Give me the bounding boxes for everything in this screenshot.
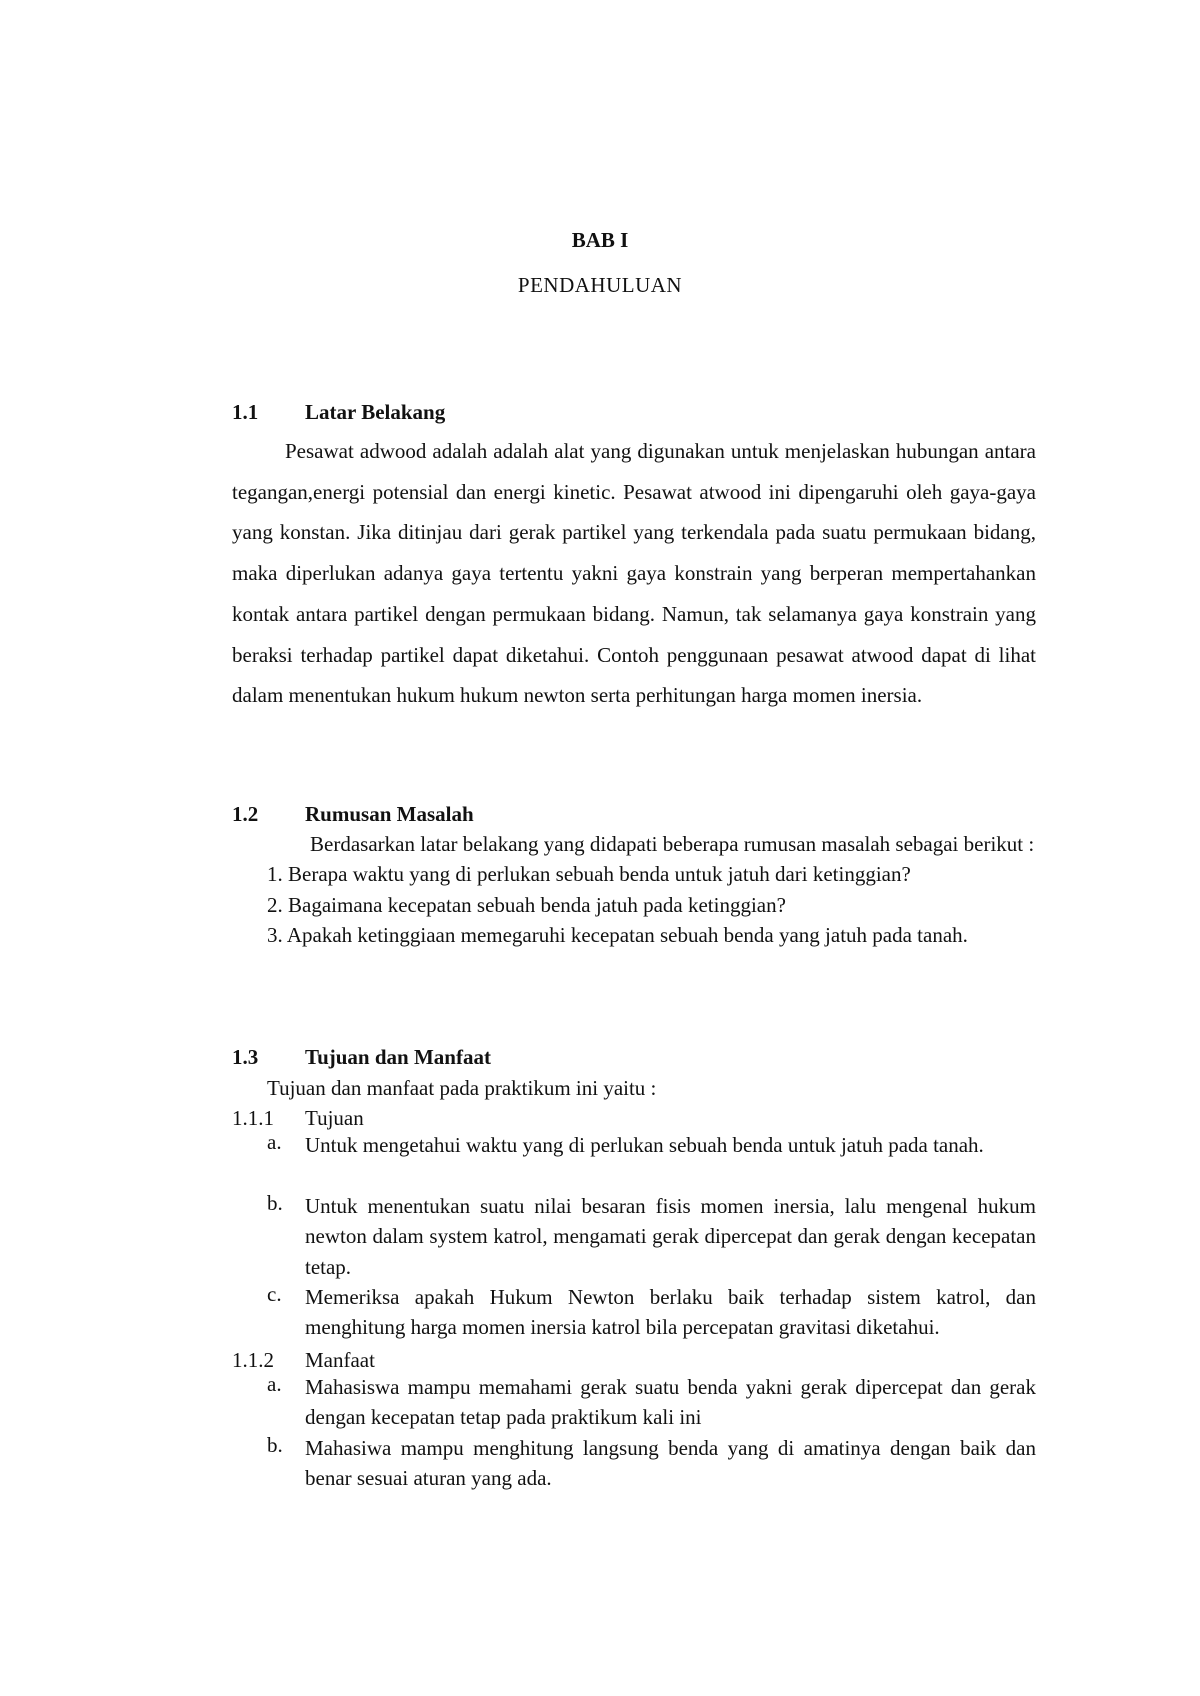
list-item-letter: a. — [267, 1130, 282, 1154]
list-item-letter: c. — [267, 1282, 282, 1306]
problem-intro: Berdasarkan latar belakang yang didapati beberapa rumusan masalah sebagai berikut : — [310, 832, 1035, 856]
list-item-text: Mahasiswa mampu memahami gerak suatu benda yakni gerak dipercepat dan gerak dengan kecepatan tetap pada praktikum kali ini — [305, 1375, 1036, 1430]
chapter-label: BAB I — [571, 228, 629, 252]
subsection-title: Manfaat — [305, 1348, 375, 1372]
chapter-title: PENDAHULUAN — [517, 273, 683, 297]
section-number: 1.3 — [232, 1045, 259, 1069]
list-item-text: Mahasiwa mampu menghitung langsung benda yang di amatinya dengan baik dan benar sesuai aturan yang ada. — [305, 1436, 1036, 1491]
section-number: 1.1 — [232, 400, 259, 424]
problem-item: 2. Bagaimana kecepatan sebuah benda jatuh pada ketinggian? — [267, 892, 786, 917]
objectives-intro: Tujuan dan manfaat pada praktikum ini yaitu : — [267, 1076, 657, 1100]
background-paragraph: Pesawat adwood adalah adalah alat yang digunakan untuk menjelaskan hubungan antara tegangan,energi potensial dan energi kinetic. Pesawat atwood ini dipengaruhi oleh gaya-gaya yang konstan. Jika ditinjau dari gerak partikel yang terkendala pada suatu permukaan bidang, maka diperlukan adanya gaya tertentu yakni gaya konstrain yang berperan mempertahankan kontak antara partikel dengan permukaan bidang. Namun, tak selamanya gaya konstrain yang beraksi terhadap partikel dapat diketahui. Contoh penggunaan pesawat atwood dapat di lihat dalam menentukan hukum hukum newton serta perhitungan harga momen inersia. — [232, 439, 1036, 708]
list-item-letter: b. — [267, 1191, 283, 1215]
problem-item: 3. Apakah ketinggiaan memegaruhi kecepatan sebuah benda yang jatuh pada tanah. — [267, 923, 968, 948]
section-title: Tujuan dan Manfaat — [305, 1045, 491, 1069]
list-item-letter: a. — [267, 1372, 282, 1396]
problem-item: 1. Berapa waktu yang di perlukan sebuah benda untuk jatuh dari ketinggian? — [267, 862, 911, 887]
list-item-text: Memeriksa apakah Hukum Newton berlaku baik terhadap sistem katrol, dan menghitung harga momen inersia katrol bila percepatan gravitasi diketahui. — [305, 1285, 1036, 1340]
section-title: Rumusan Masalah — [305, 802, 474, 826]
problem-statement-block — [267, 829, 1036, 951]
list-item-text: Untuk mengetahui waktu yang di perlukan sebuah benda untuk jatuh pada tanah. — [305, 1133, 984, 1157]
section-number: 1.2 — [232, 802, 259, 826]
list-item-letter: b. — [267, 1433, 283, 1457]
subsection-number: 1.1.1 — [232, 1106, 274, 1130]
list-item-text: Untuk menentukan suatu nilai besaran fisis momen inersia, lalu mengenal hukum newton dalam system katrol, mengamati gerak dipercepat dan gerak dengan kecepatan tetap. — [305, 1194, 1036, 1279]
section-title: Latar Belakang — [305, 400, 446, 424]
subsection-number: 1.1.2 — [232, 1348, 274, 1372]
subsection-title: Tujuan — [305, 1106, 364, 1130]
